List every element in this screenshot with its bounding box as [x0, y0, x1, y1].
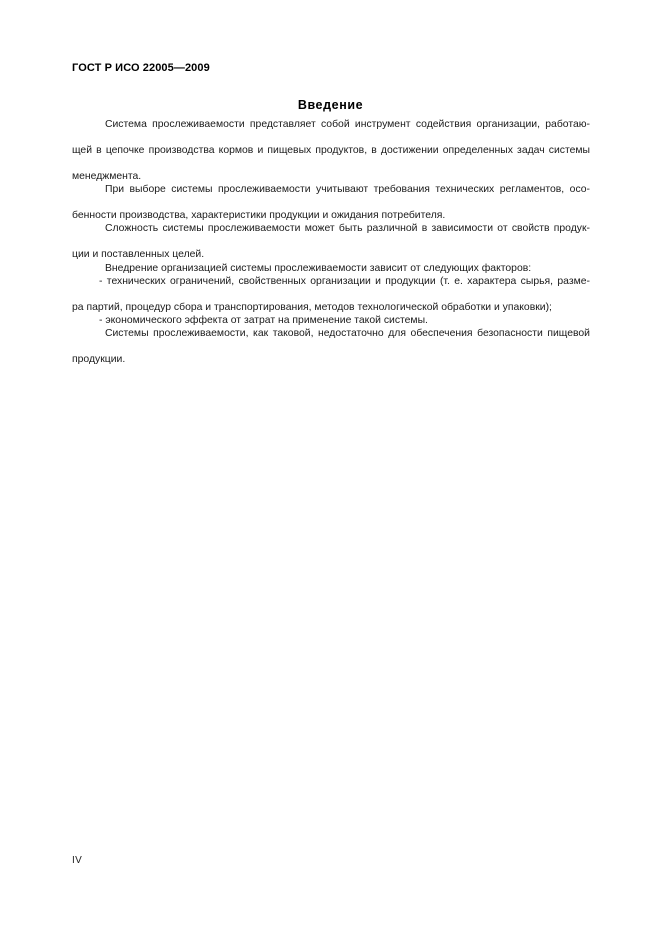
paragraph [72, 183, 590, 222]
running-header: ГОСТ Р ИСО 22005—2009 [72, 62, 210, 74]
paragraph [72, 118, 590, 183]
list-item [72, 275, 590, 314]
paragraph [72, 327, 590, 366]
text-line: ра партий, процедур сбора и транспортирования, методов технологической обработки и упаковки); [72, 301, 552, 313]
text-line: менеджмента. [72, 171, 142, 183]
text-line: При выборе системы прослеживаемости учитывают требования технических регламентов, осо- [105, 184, 590, 196]
text-line: Система прослеживаемости представляет собой инструмент содействия организации, работаю- [105, 119, 590, 130]
text-line: Сложность системы прослеживаемости может быть различной в зависимости от свойств продук- [105, 223, 590, 235]
text-line: Системы прослеживаемости, как таковой, недостаточно для обеспечения безопасности пищевой [105, 327, 590, 339]
text-line: бенности производства, характеристики продукции и ожидания потребителя. [72, 210, 446, 222]
page-title: Введение [297, 98, 364, 113]
page-number: IV [72, 855, 83, 866]
text-line: - технических ограничений, свойственных организации и продукции (т. е. характера сырья, разме- [99, 275, 590, 287]
body-text [72, 118, 590, 366]
text-line: ции и поставленных целей. [72, 249, 205, 261]
paragraph [72, 262, 590, 275]
paragraph [72, 222, 590, 261]
text-line: щей в цепочке производства кормов и пищевых продуктов, в достижении определенных задач системы [72, 145, 590, 157]
text-line: Внедрение организацией системы прослеживаемости зависит от следующих факторов: [105, 262, 532, 274]
list-item [72, 314, 590, 327]
text-line: - экономического эффекта от затрат на применение такой системы. [99, 314, 428, 326]
text-line: продукции. [72, 353, 126, 365]
